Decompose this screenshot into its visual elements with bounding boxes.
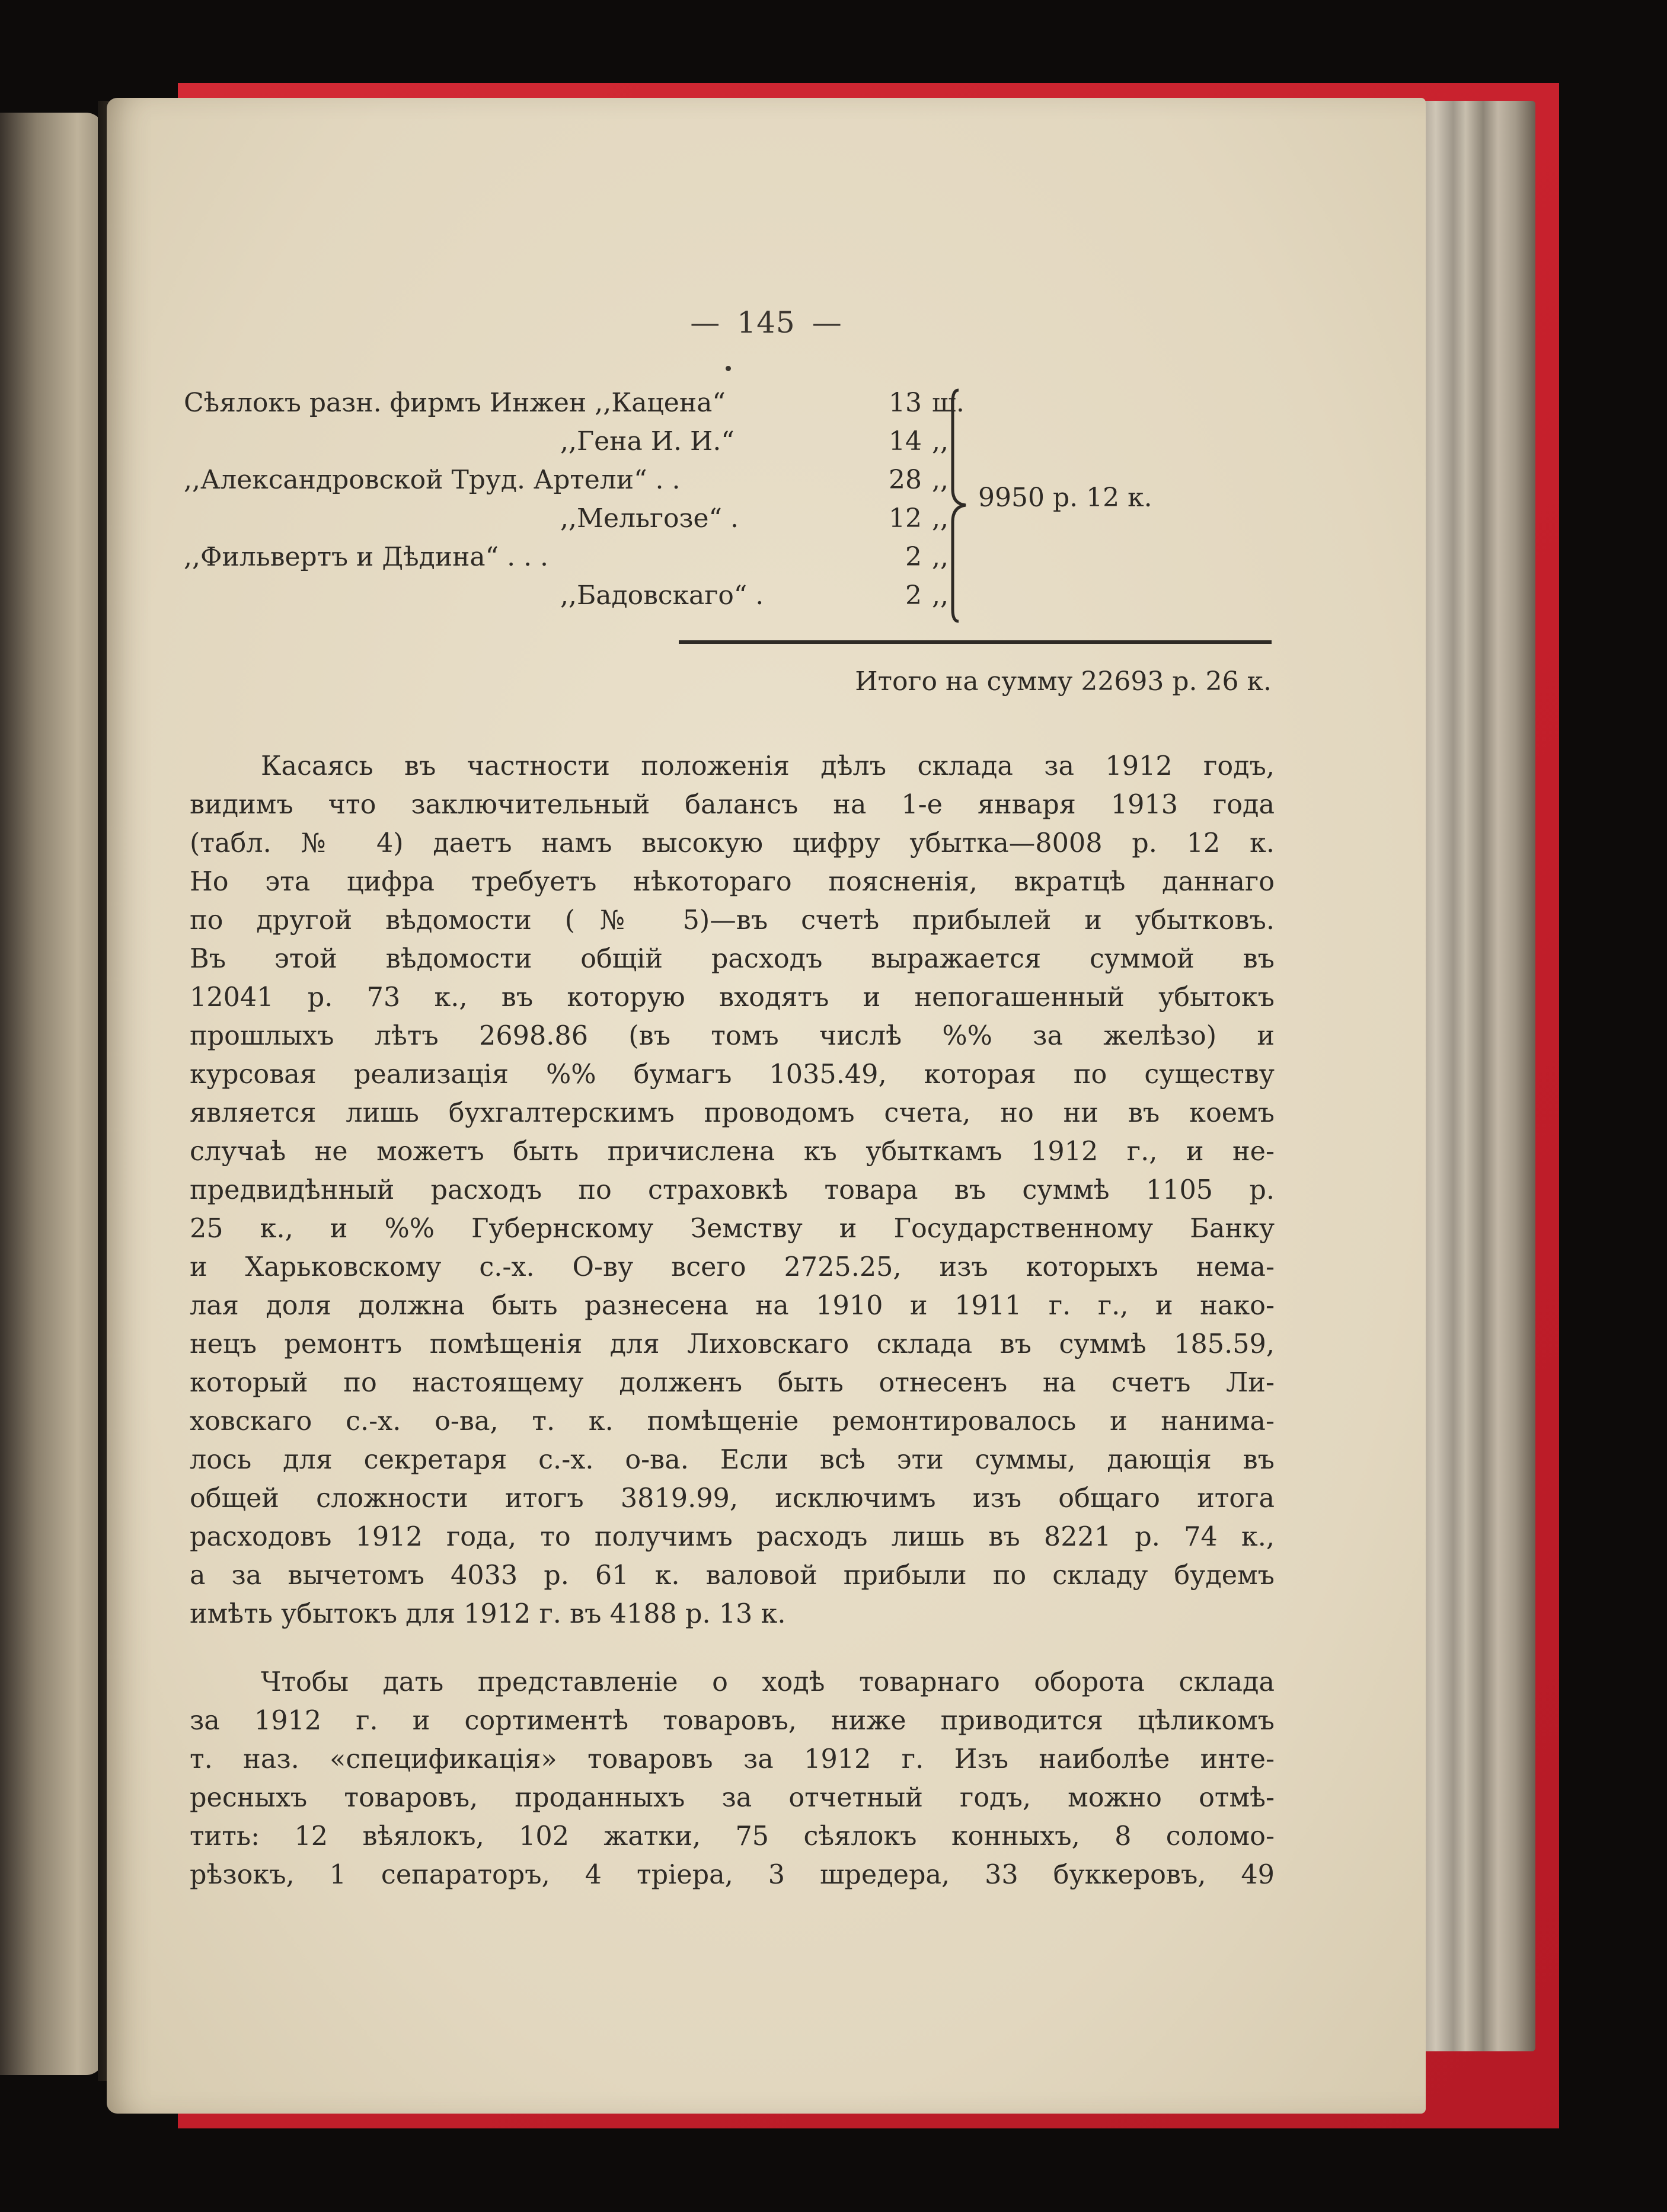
spec-row-unit: ,,: [932, 503, 949, 534]
paragraph-1: [190, 747, 1275, 1633]
page-number: 145: [737, 305, 796, 340]
spec-row-qty: 13: [889, 388, 922, 418]
text-line: общей сложности итогъ 3819.99, исключимъ изъ общаго итога: [190, 1483, 1275, 1514]
header-dash-right: —: [812, 305, 842, 340]
text-line: Чтобы дать представленіе о ходѣ товарнаго оборота склада: [261, 1667, 1275, 1697]
spec-row-unit: ,,: [932, 542, 949, 572]
text-line: Касаясь въ частности положенія дѣлъ склада за 1912 годъ,: [261, 751, 1275, 781]
text-line: Въ этой вѣдомости общій расходъ выражается суммой въ: [190, 944, 1275, 974]
spec-row-qty: 2: [905, 580, 922, 611]
text-line: расходовъ 1912 года, то получимъ расходъ лишь въ 8221 р. 74 к.,: [190, 1522, 1275, 1552]
header-dash-left: —: [690, 305, 721, 340]
spec-row-qty: 14: [889, 426, 922, 457]
spec-row-unit: ,,: [932, 580, 949, 611]
text-line: имѣть убытокъ для 1912 г. въ 4188 р. 13 к.: [190, 1599, 786, 1629]
total-rule: [679, 640, 1272, 644]
text-line: курсовая реализація %% бумагъ 1035.49, которая по существу: [190, 1059, 1275, 1090]
spec-row-label: Сѣялокъ разн. фирмъ Инжен ,,Кацена“: [184, 388, 726, 418]
text-line: нецъ ремонтъ помѣщенія для Лиховскаго склада въ суммѣ 185.59,: [190, 1329, 1275, 1359]
paragraph-2: [190, 1663, 1275, 1894]
text-line: рѣзокъ, 1 сепараторъ, 4 тріера, 3 шредера, 33 буккеровъ, 49: [190, 1860, 1275, 1890]
spec-row: [560, 575, 764, 617]
text-line: (табл. № 4) даетъ намъ высокую цифру убытка—8008 р. 12 к.: [190, 828, 1275, 858]
text-line: 12041 р. 73 к., въ которую входятъ и непогашенный убытокъ: [190, 982, 1275, 1013]
spec-row-qty: 12: [889, 503, 922, 534]
spec-row-label: ,,Бадовскаго“ .: [560, 580, 764, 611]
text-line: ресныхъ товаровъ, проданныхъ за отчетный годъ, можно отмѣ-: [190, 1783, 1275, 1813]
text-line: предвидѣнный расходъ по страховкѣ товара въ суммѣ 1105 р.: [190, 1175, 1275, 1205]
text-line: т. наз. «спецификація» товаровъ за 1912 г. Изъ наиболѣе инте-: [190, 1744, 1275, 1774]
text-line: ховскаго с.-х. о-ва, т. к. помѣщеніе ремонтировалось и нанима-: [190, 1406, 1275, 1437]
spec-row-label: ,,Мельгозе“ .: [560, 503, 739, 534]
text-line: 25 к., и %% Губернскому Земству и Государственному Банку: [190, 1214, 1275, 1244]
page-edges: [1411, 101, 1535, 2051]
spec-row: [184, 382, 726, 424]
text-line: который по настоящему долженъ быть отнесенъ на счетъ Ли-: [190, 1368, 1275, 1398]
spec-row: [184, 537, 548, 578]
spec-row-label: ,,Фильвертъ и Дѣдина“ . . .: [184, 542, 549, 572]
text-line: Но эта цифра требуетъ нѣкотораго поясненія, вкратцѣ даннаго: [190, 867, 1275, 897]
text-line: за 1912 г. и сортиментѣ товаровъ, ниже приводится цѣликомъ: [190, 1706, 1275, 1736]
text-line: прошлыхъ лѣтъ 2698.86 (въ томъ числѣ %% за желѣзо) и: [190, 1021, 1275, 1051]
spec-row-unit: ,,: [932, 465, 949, 495]
text-line: по другой вѣдомости (№ 5)—въ счетѣ прибылей и убытковъ.: [190, 905, 1275, 936]
text-line: тить: 12 вѣялокъ, 102 жатки, 75 сѣялокъ конныхъ, 8 соломо-: [190, 1821, 1275, 1852]
spec-row-unit: ,,: [932, 426, 949, 457]
spec-row: [560, 498, 739, 540]
left-page-edge: [0, 113, 104, 2075]
spec-row-unit: ш.: [932, 388, 965, 418]
text-line: случаѣ не можетъ быть причислена къ убыткамъ 1912 г., и не-: [190, 1137, 1275, 1167]
total-sum: Итого на сумму 22693 р. 26 к.: [855, 666, 1272, 697]
spec-row-label: ,,Гена И. И.“: [560, 426, 734, 457]
spec-row-qty: 28: [889, 465, 922, 495]
text-line: лось для секретаря с.-х. о-ва. Если всѣ эти суммы, дающія въ: [190, 1445, 1275, 1475]
spec-row: [184, 459, 681, 501]
group-amount: 9950 р. 12 к.: [978, 483, 1152, 513]
text-line: и Харьковскому с.-х. О-ву всего 2725.25, изъ которыхъ нема-: [190, 1252, 1275, 1282]
spec-row-qty: 2: [905, 542, 922, 572]
text-line: видимъ что заключительный балансъ на 1-е января 1913 года: [190, 790, 1275, 820]
text-line: лая доля должна быть разнесена на 1910 и 1911 г. г., и нако-: [190, 1291, 1275, 1321]
spec-row-label: ,,Александровской Труд. Артели“ . .: [184, 465, 681, 495]
text-line: а за вычетомъ 4033 р. 61 к. валовой прибыли по складу будемъ: [190, 1560, 1275, 1591]
text-line: является лишь бухгалтерскимъ проводомъ счета, но ни въ коемъ: [190, 1098, 1275, 1128]
spec-row: [560, 421, 734, 462]
page-header: [107, 305, 1426, 340]
book-page: [107, 98, 1426, 2114]
ink-dot: [726, 366, 731, 371]
